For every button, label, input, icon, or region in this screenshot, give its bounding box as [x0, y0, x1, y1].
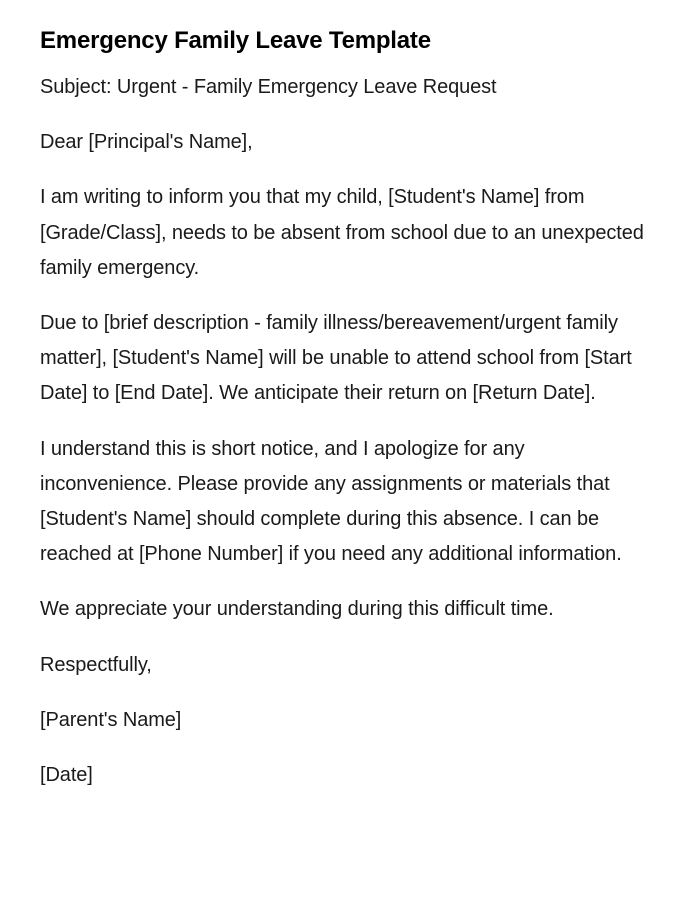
body-paragraph-thanks: We appreciate your understanding during this difficult time.: [40, 598, 554, 621]
salutation: Dear [Principal's Name],: [40, 131, 253, 154]
subject-line: Subject: Urgent - Family Emergency Leave Request: [40, 76, 497, 98]
document-title: Emergency Family Leave Template: [40, 27, 431, 54]
letter-document: [40, 26, 650, 793]
date-line: [Date]: [40, 764, 93, 787]
signature-name: [Parent's Name]: [40, 708, 182, 731]
body-paragraph-details: Due to [brief description - family illness/bereavement/urgent family matter], [Student's Name] will be unable to attend school from [Start Date] to [End Date]. We anticipate their return on [Return Date].: [40, 312, 632, 405]
body-paragraph-intro: I am writing to inform you that my child, [Student's Name] from [Grade/Class], needs to be absent from school due to an unexpected family emergency.: [40, 186, 644, 279]
closing: Respectfully,: [40, 653, 152, 676]
body-paragraph-request: I understand this is short notice, and I apologize for any inconvenience. Please provide any assignments or materials that [Student's Name] should complete during this absence. I can be reached at [Phone Number] if you need any additional information.: [40, 437, 622, 566]
